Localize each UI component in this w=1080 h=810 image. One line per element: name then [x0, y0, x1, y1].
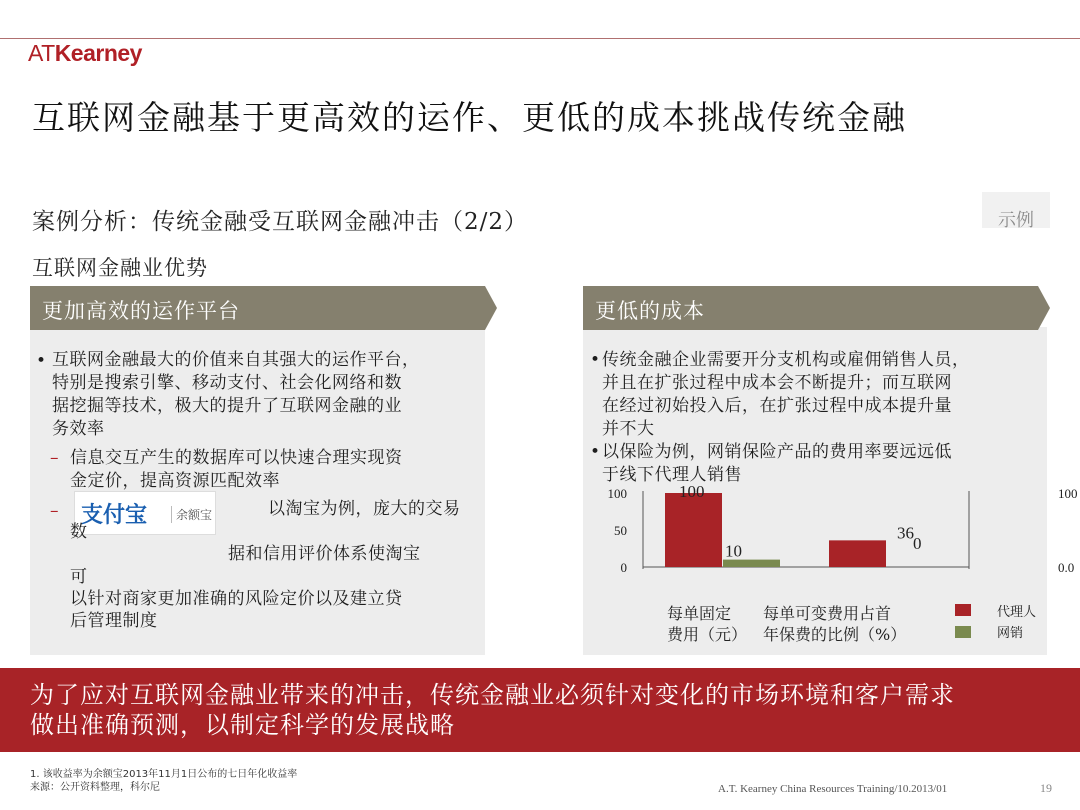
text-line: 以保险为例，网销保险产品的费用率要远远低 — [602, 442, 952, 462]
source-line: 来源：公开资料整理，科尔尼 — [30, 782, 160, 793]
left-sub-bullet-1 — [70, 447, 403, 493]
left-bullet-dot: • — [36, 351, 47, 371]
page-number: 19 — [1040, 781, 1052, 795]
y-tick-label: 100 — [607, 486, 627, 501]
text-line: 为了应对互联网金融业带来的冲击，传统金融业必须针对变化的市场环境和客户需求 — [30, 681, 955, 709]
right-panel-header — [583, 286, 1050, 330]
text-line: 于线下代理人销售 — [602, 465, 742, 485]
left-dash-1: – — [50, 448, 59, 468]
text-line: 并且在扩张过程中成本会不断提升；而互联网 — [602, 373, 952, 393]
conclusion-text — [30, 680, 1070, 740]
left-panel-header — [30, 286, 497, 330]
text-line: 务效率 — [52, 419, 105, 439]
footer-source: A.T. Kearney China Resources Training/10.2013/01 — [718, 783, 948, 795]
x-category-label: 年保费的比例（%） — [763, 625, 907, 644]
legend-swatch — [955, 604, 971, 616]
bar-agent — [665, 493, 722, 567]
legend-label: 网销 — [997, 626, 1024, 641]
left-bullet-1 — [52, 349, 420, 441]
y-tick-label: 0 — [620, 560, 627, 575]
right-bullet-dot-1: • — [590, 350, 601, 370]
x-category-label: 每单固定 — [667, 604, 732, 623]
left-panel-title: 更加高效的运作平台 — [42, 299, 240, 323]
data-label: 100 — [679, 482, 705, 501]
y2-tick-label: 100 — [1058, 486, 1078, 501]
y2-tick-label: 0.0 — [1058, 560, 1075, 575]
text-line: 信息交互产生的数据库可以快速合理实现资 — [70, 448, 403, 468]
right-panel-title: 更低的成本 — [595, 299, 705, 323]
data-label: 10 — [725, 541, 742, 561]
text-line: 在经过初始投入后，在扩张过程中成本提升量 — [602, 396, 952, 416]
example-badge: 示例 — [982, 192, 1050, 228]
alipay-logo-text: 支付宝 — [81, 503, 148, 528]
bar-agent — [829, 540, 886, 567]
bar-online — [723, 560, 780, 567]
text-line: 以针对商家更加准确的风险定价以及建立贷 — [70, 589, 403, 609]
left-dash-2: – — [50, 501, 59, 521]
text-line: 互联网金融最大的价值来自其强大的运作平台， — [52, 350, 420, 370]
page-subtitle: 案例分析：传统金融受互联网金融冲击（2/2） — [32, 209, 529, 235]
right-bullet-dot-2: • — [590, 442, 601, 462]
top-rule — [0, 38, 1080, 39]
text-line: 数 — [70, 522, 88, 542]
x-category-label: 每单可变费用占首 — [763, 604, 892, 623]
y-tick-label: 50 — [614, 523, 627, 538]
text-line: 据挖掘等技术，极大的提升了互联网金融的业 — [52, 396, 402, 416]
legend-swatch — [955, 626, 971, 638]
text-line: 做出准确预测，以制定科学的发展战略 — [30, 711, 455, 739]
data-label: 36 — [897, 523, 914, 543]
section-label: 互联网金融业优势 — [32, 256, 208, 280]
text-line: 以淘宝为例，庞大的交易 — [268, 499, 461, 519]
text-line: 金定价，提高资源匹配效率 — [70, 471, 280, 491]
text-line: 据和信用评价体系使淘宝 — [228, 544, 421, 564]
page-title: 互联网金融基于更高效的运作、更低的成本挑战传统金融 — [32, 98, 907, 137]
x-category-label: 费用（元） — [667, 625, 748, 644]
text-line: 后管理制度 — [70, 611, 158, 631]
text-line: 并不大 — [602, 419, 655, 439]
footnote-line: 1. 该收益率为余额宝2013年11月1日公布的七日年化收益率 — [30, 769, 298, 780]
alipay-logo — [74, 491, 216, 535]
footnote — [30, 768, 297, 794]
cost-comparison-chart — [583, 480, 1080, 650]
text-line: 可 — [70, 567, 88, 587]
right-bullet-1 — [602, 349, 970, 441]
legend-label: 代理人 — [997, 605, 1037, 620]
logo-prefix: AT — [28, 40, 55, 66]
kearney-logo — [28, 40, 142, 67]
logo-name: Kearney — [54, 40, 142, 66]
text-line: 特别是搜索引擎、移动支付、社会化网络和数 — [52, 373, 402, 393]
yuebao-logo-text: 余额宝 — [171, 506, 212, 523]
data-label: 0 — [913, 534, 922, 553]
text-line: 传统金融企业需要开分支机构或雇佣销售人员， — [602, 350, 970, 370]
